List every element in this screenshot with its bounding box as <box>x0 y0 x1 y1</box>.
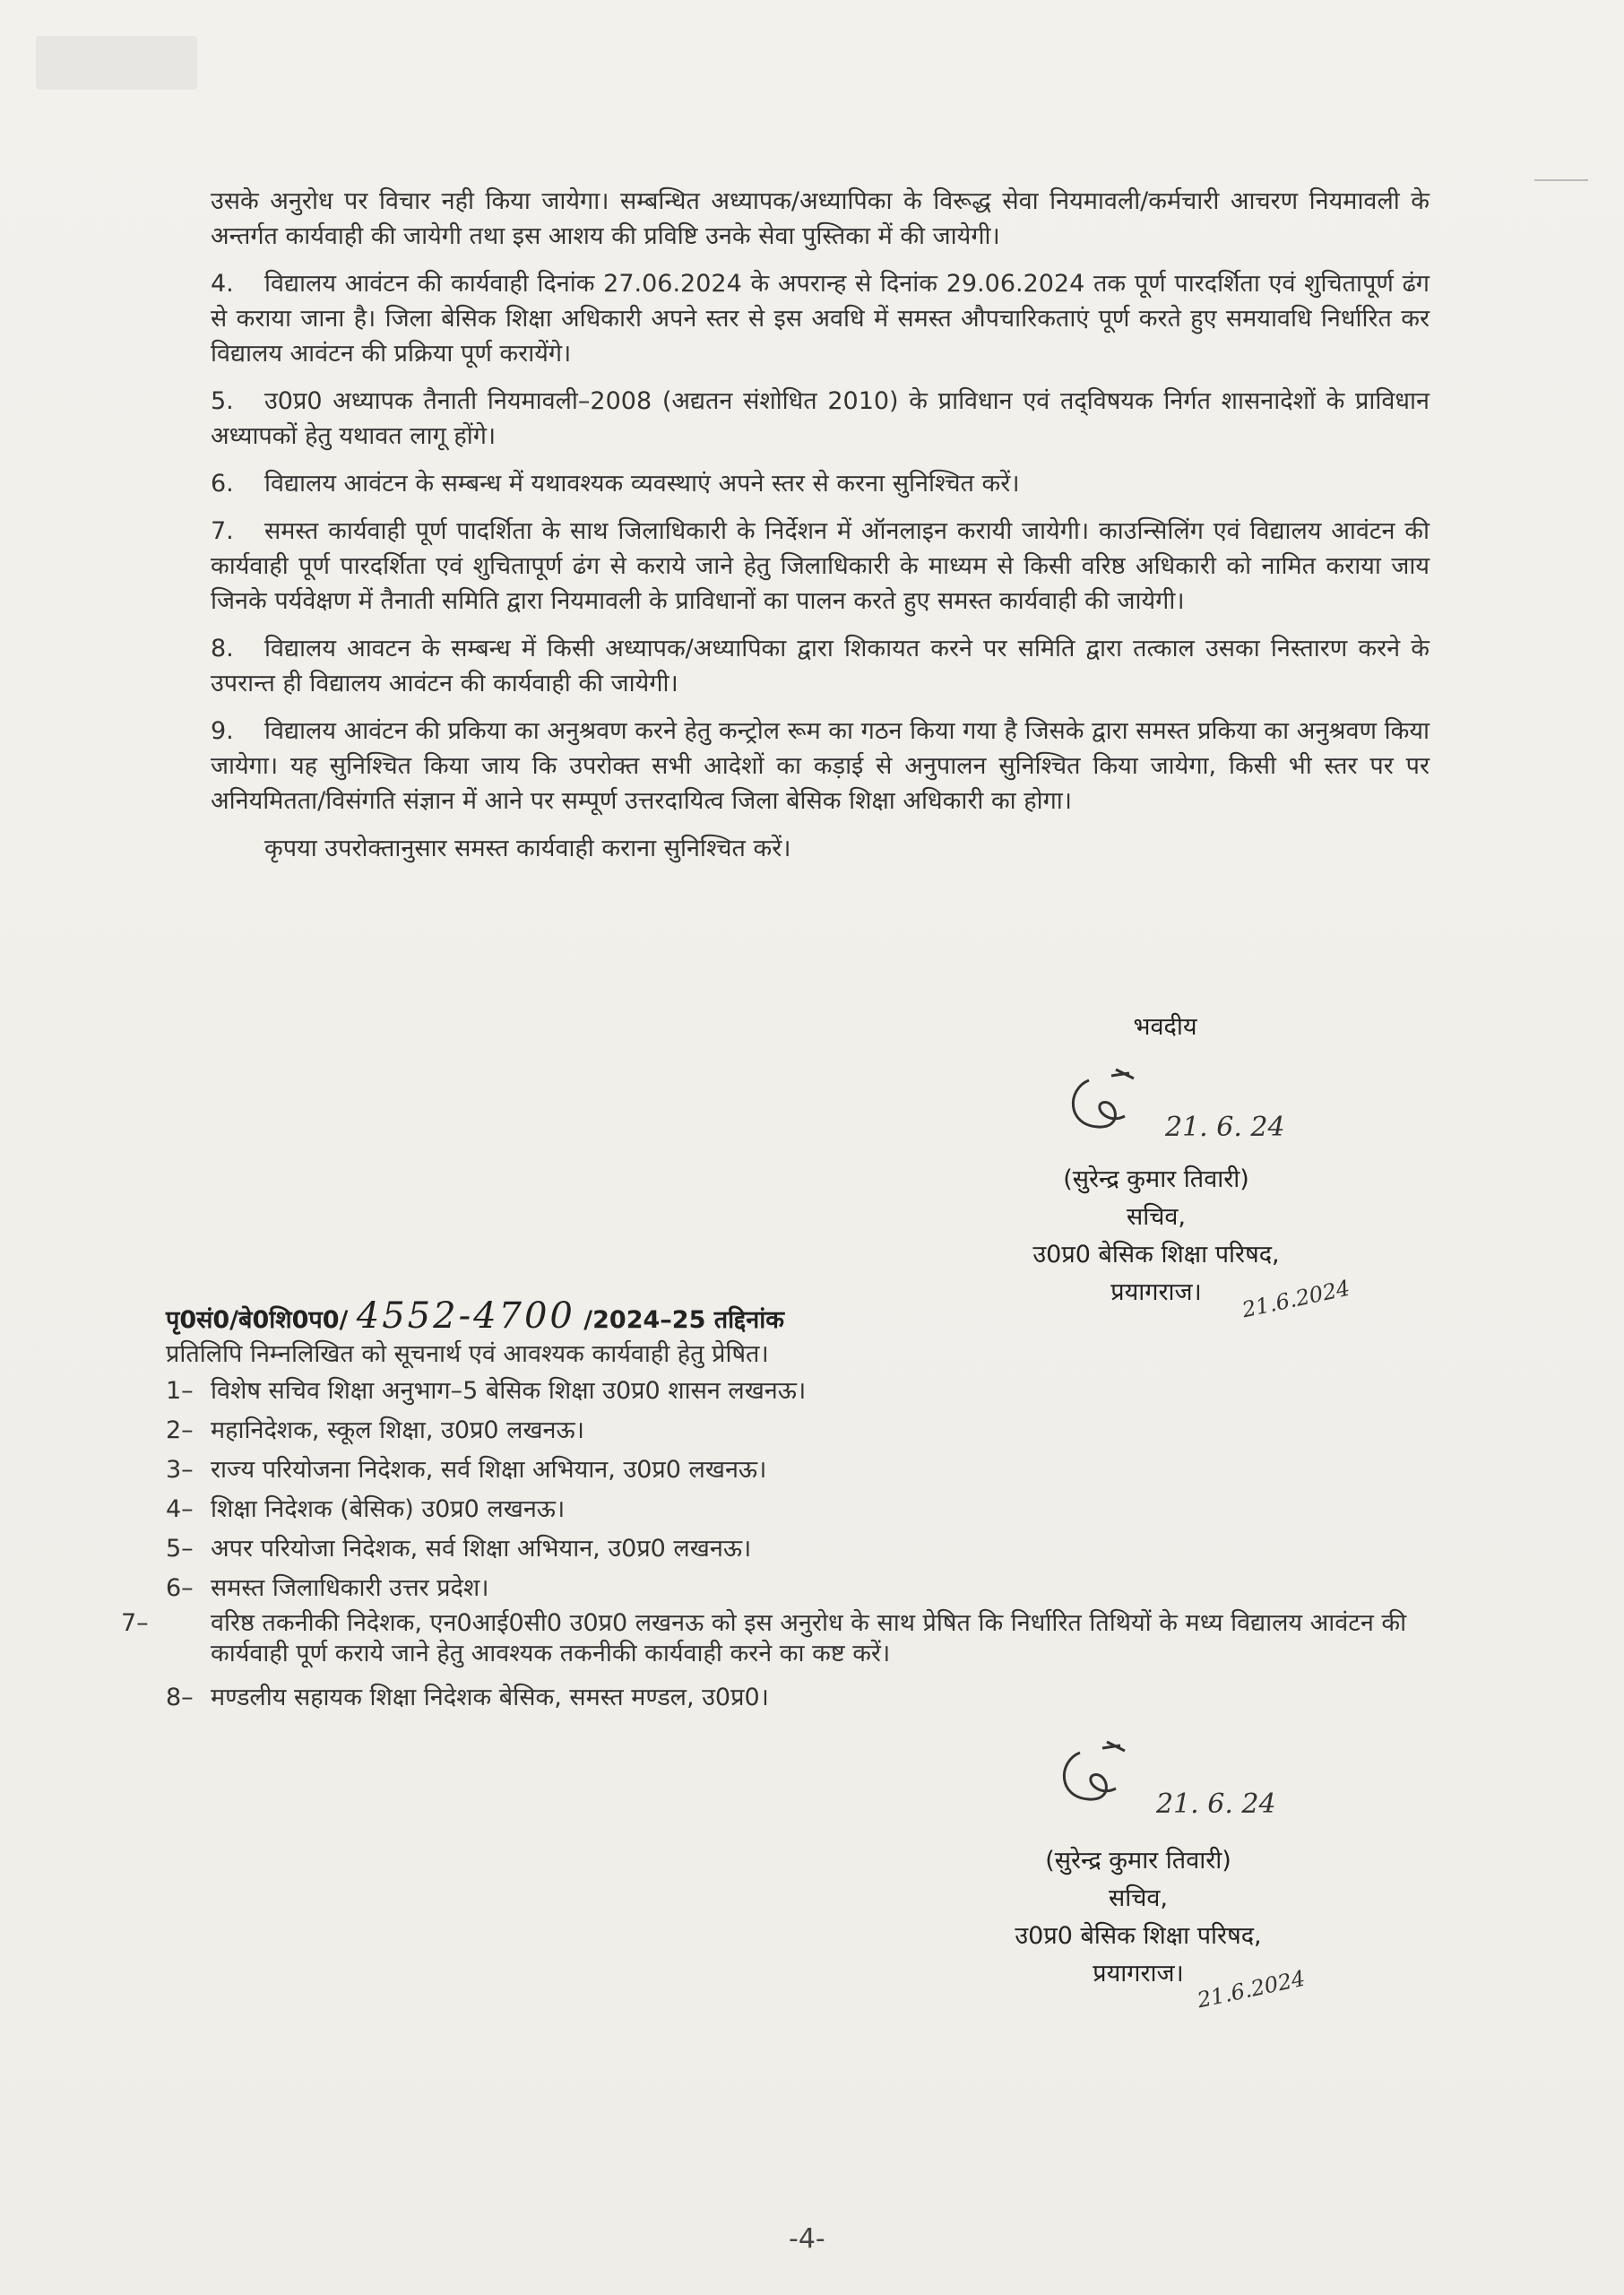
list-text: मण्डलीय सहायक शिक्षा निदेशक बेसिक, समस्त मण्डल, उ0प्र0। <box>211 1684 769 1711</box>
scan-mark-dash <box>1534 179 1588 181</box>
signature-scribble <box>1053 1735 1161 1806</box>
initials-date: 21.6.2024 <box>1195 1965 1308 2014</box>
copy-list <box>121 1372 1421 1718</box>
paragraph-6 <box>211 466 1430 501</box>
signatory-designation: सचिव, <box>1127 1203 1186 1231</box>
closing-request: कृपया उपरोक्तानुसार समस्त कार्यवाही कराना सुनिश्चित करें। <box>264 835 791 862</box>
letter-body <box>211 184 1430 879</box>
paragraph-text: विद्यालय आवंटन की कार्यवाही दिनांक 27.06.2024 के अपरान्ह से दिनांक 29.06.2024 तक पूर्ण पारदर्शिता एवं शुचितापूर्ण ढंग से कराया जाना है। जिला बेसिक शिक्षा अधिकारी अपने स्तर से इस अवधि में समस्त औपचारिकताएं पूर्ण करते हुए समयावधि निर्धारित कर विद्यालय आवंटन की प्रक्रिया पूर्ण करायेंगे। <box>211 270 1430 368</box>
paragraph-text: समस्त कार्यवाही पूर्ण पादर्शिता के साथ जिलाधिकारी के निर्देशन में ऑनलाइन करायी जायेगी। काउन्सिलिंग एवं विद्यालय आवंटन की कार्यवाही पूर्ण पारदर्शिता एवं शुचितापूर्ण ढंग से कराये जाने हेतु जिलाधिकारी के माध्यम से किसी वरिष्ठ अधिकारी को नामित कराया जाय जिनके पर्यवेक्षण में तैनाती समिति द्वारा नियमावली के प्राविधानों का पालन करते हुए समस्त कार्यवाही की जायेगी। <box>211 517 1430 615</box>
paragraph-number: 4. <box>211 270 234 298</box>
signatory-place: प्रयागराज। <box>1110 1278 1202 1306</box>
list-item <box>166 1411 1421 1451</box>
signatory-designation: सचिव, <box>1109 1884 1168 1912</box>
list-number: 1– <box>166 1377 194 1405</box>
paragraph-number: 9. <box>211 717 234 745</box>
list-text: समस्त जिलाधिकारी उत्तर प्रदेश। <box>211 1574 489 1602</box>
signature-date: 21. 6. 24 <box>1165 1112 1285 1143</box>
paragraph-number: 8. <box>211 635 234 663</box>
list-item <box>121 1608 1421 1669</box>
list-item <box>166 1490 1421 1529</box>
list-number: 4– <box>166 1495 194 1523</box>
signatory-block <box>995 1161 1317 1312</box>
paragraph-4 <box>211 266 1430 371</box>
list-text: महानिदेशक, स्कूल शिक्षा, उ0प्र0 लखनऊ। <box>211 1416 584 1444</box>
list-number: 3– <box>166 1456 194 1484</box>
paragraph-text: विद्यालय आवंटन की प्रकिया का अनुश्रवण करने हेतु कन्ट्रोल रूम का गठन किया गया है जिसके द्वारा समस्त प्रकिया का अनुश्रवण किया जायेगा। यह सुनिश्चित किया जाय कि उपरोक्त सभी आदेशों का कड़ाई से अनुपालन सुनिश्चित किया जायेगा, किसी भी स्तर पर पर अनियमितता/विसंगति संज्ञान में आने पर सम्पूर्ण उत्तरदायित्व जिला बेसिक शिक्षा अधिकारी का होगा। <box>211 717 1430 815</box>
paragraph-8 <box>211 631 1430 701</box>
reference-line <box>166 1295 784 1337</box>
page-number: -4- <box>789 2223 825 2255</box>
signatory-place: प्रयागराज। <box>1093 1960 1184 1988</box>
signatory-organization: उ0प्र0 बेसिक शिक्षा परिषद, <box>1015 1922 1262 1950</box>
list-number: 7– <box>121 1609 149 1637</box>
copy-intro: प्रतिलिपि निम्नलिखित को सूचनार्थ एवं आवश्यक कार्यवाही हेतु प्रेषित। <box>166 1340 769 1368</box>
initials-date: 21.6.2024 <box>1240 1275 1352 1323</box>
reference-prefix: पृ0सं0/बे0शि0प0/ <box>166 1306 349 1334</box>
salutation: भवदीय <box>1133 1013 1197 1041</box>
paragraph-9 <box>211 714 1430 818</box>
paragraph-number: 7. <box>211 517 234 545</box>
list-item <box>166 1569 1421 1608</box>
signatory-name: (सुरेन्द्र कुमार तिवारी) <box>1063 1165 1249 1193</box>
paragraph-text: उसके अनुरोध पर विचार नही किया जायेगा। सम्बन्धित अध्यापक/अध्यापिका के विरूद्ध सेवा नियमावली/कर्मचारी आचरण नियमावली के अन्तर्गत कार्यवाही की जायेगी तथा इस आशय की प्रविष्टि उनके सेवा पुस्तिका में की जायेगी। <box>211 187 1430 250</box>
signatory-organization: उ0प्र0 बेसिक शिक्षा परिषद, <box>1032 1241 1280 1269</box>
list-item <box>166 1529 1421 1569</box>
paragraph-continuation <box>211 184 1430 254</box>
paragraph-text: उ0प्र0 अध्यापक तैनाती नियमावली–2008 (अद्यतन संशोधित 2010) के प्राविधान एवं तद्‌विषयक निर्गत शासनादेशों के प्राविधान अध्यापकों हेतु यथावत लागू होंगे। <box>211 387 1430 450</box>
list-text: विशेष सचिव शिक्षा अनुभाग–5 बेसिक शिक्षा उ0प्र0 शासन लखनऊ। <box>211 1377 807 1405</box>
paragraph-number: 5. <box>211 387 234 415</box>
signature-date: 21. 6. 24 <box>1156 1788 1276 1820</box>
list-text: राज्य परियोजना निदेशक, सर्व शिक्षा अभियान, उ0प्र0 लखनऊ। <box>211 1456 767 1484</box>
paragraph-5 <box>211 384 1430 454</box>
list-text: वरिष्ठ तकनीकी निदेशक, एन0आई0सी0 उ0प्र0 लखनऊ को इस अनुरोध के साथ प्रेषित कि निर्धारित तिथियों के मध्य विद्यालय आवंटन की कार्यवाही पूर्ण कराये जाने हेतु आवश्यक तकनीकी कार्यवाही करने का कष्ट करें। <box>211 1609 1407 1667</box>
reference-number: 4552-4700 <box>356 1295 575 1337</box>
reference-suffix: /2024–25 तद्दिनांक <box>583 1306 784 1334</box>
list-number: 5– <box>166 1535 194 1563</box>
list-number: 8– <box>166 1684 194 1711</box>
list-item <box>166 1678 1421 1718</box>
paragraph-text: विद्यालय आवटन के सम्बन्ध में किसी अध्यापक/अध्यापिका द्वारा शिकायत करने पर समिति द्वारा तत्काल उसका निस्तारण करने के उपरान्त ही विद्यालय आवंटन की कार्यवाही की जायेगी। <box>211 635 1430 697</box>
paragraph-7 <box>211 514 1430 619</box>
signatory-name: (सुरेन्द्र कुमार तिवारी) <box>1045 1847 1231 1875</box>
list-number: 2– <box>166 1416 194 1444</box>
list-number: 6– <box>166 1574 194 1602</box>
list-item <box>166 1372 1421 1411</box>
paragraph-text: विद्यालय आवंटन के सम्बन्ध में यथावश्यक व्यवस्थाएं अपने स्तर से करना सुनिश्चित करें। <box>264 470 1020 498</box>
signature-scribble <box>1062 1062 1170 1134</box>
scan-artifact <box>36 36 197 90</box>
paragraph-number: 6. <box>211 470 234 498</box>
list-text: अपर परियोजा निदेशक, सर्व शिक्षा अभियान, उ0प्र0 लखनऊ। <box>211 1535 752 1563</box>
signatory-block <box>977 1842 1300 1993</box>
list-item <box>166 1451 1421 1490</box>
list-text: शिक्षा निदेशक (बेसिक) उ0प्र0 लखनऊ। <box>211 1495 566 1523</box>
